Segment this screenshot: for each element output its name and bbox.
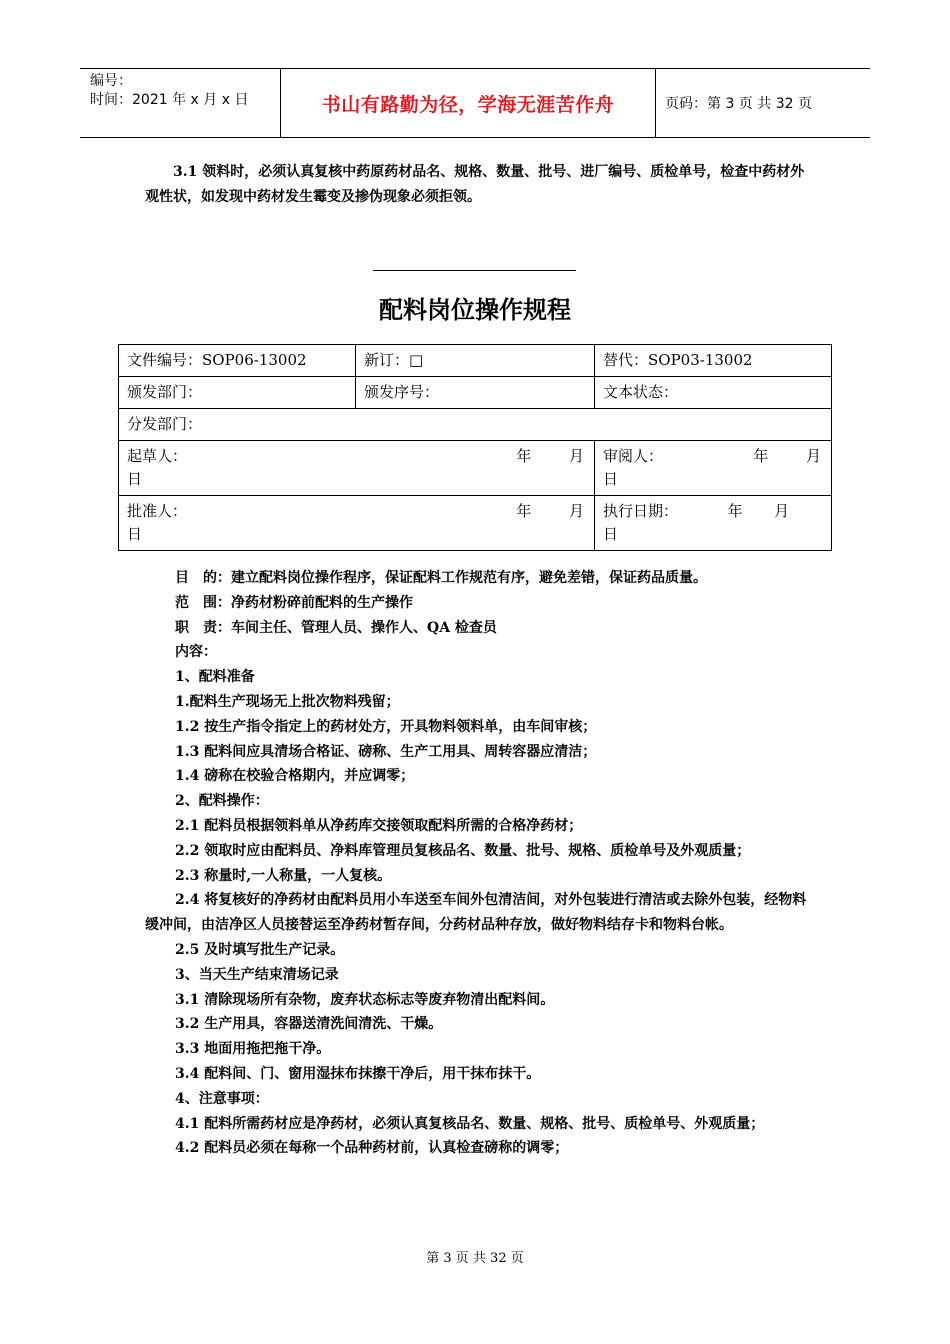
list-item: 3.3 地面用拖把拖干净。: [175, 1041, 331, 1058]
content-label: 内容：: [175, 644, 217, 661]
issue-seq-cell: 颁发序号：: [356, 377, 595, 409]
list-item: 2.4 将复核好的净药材由配料员用小车送至车间外包清洁间，对外包装进行清洁或去除外包装，经物料缓冲间，由洁净区人员接替运至净药材暂存间，分药材品种存放，做好物料结存卡和物料台帐。: [145, 892, 807, 934]
list-item: 3.2 生产用具，容器送清洗间清洗、干燥。: [175, 1016, 443, 1033]
procedure-content: [145, 566, 810, 1161]
list-item: 3.4 配料间、门、窗用湿抹布抹擦干净后，用干抹布抹干。: [175, 1065, 541, 1082]
intro-paragraph: 3.1 领料时，必须认真复核中药原药材品名、规格、数量、批号、进厂编号、质检单号，检查中药材外观性状，如发现中药材发生霉变及掺伪现象必须拒领。: [145, 164, 805, 205]
reviewer-cell: [595, 441, 832, 496]
file-no-cell: 文件编号：SOP06-13002: [119, 345, 356, 377]
list-item: 1.3 配料间应具清场合格证、磅称、生产工用具、周转容器应清洁；: [175, 743, 597, 760]
replace-cell: 替代：SOP03-13002: [595, 345, 832, 377]
issue-dept-cell: 颁发部门：: [119, 377, 356, 409]
page-header: [80, 68, 870, 138]
info-table: [118, 344, 832, 551]
exec-day: 日: [603, 525, 619, 543]
list-item: 1.配料生产现场无上批次物料残留；: [175, 693, 400, 710]
list-item: 1.2 按生产指令指定上的药材处方，开具物料领料单，由车间审核；: [175, 718, 597, 735]
page-footer: 第 3 页 共 32 页: [426, 1251, 524, 1266]
section-heading: 2、配料操作：: [175, 793, 269, 810]
section-heading: 3、当天生产结束清场记录: [175, 966, 339, 983]
approver-cell: [119, 496, 595, 551]
divider: [373, 270, 576, 271]
list-item: 2.1 配料员根据领料单从净药库交接领取配料所需的合格净药材；: [175, 817, 583, 834]
list-item: 4.2 配料员必须在每称一个品种药材前，认真检查磅称的调零；: [175, 1140, 569, 1157]
drafter-year: 年: [516, 447, 532, 465]
motto: 书山有路勤为径，学海无涯苦作舟: [280, 69, 656, 137]
header-left: [90, 72, 280, 110]
reviewer-label: 审阅人：: [603, 447, 664, 465]
scope-line: 范 围：净药材粉碎前配料的生产操作: [175, 594, 413, 611]
dist-dept-cell: 分发部门：: [119, 409, 832, 441]
reviewer-day: 日: [603, 470, 619, 488]
list-item: 4.1 配料所需药材应是净药材，必须认真复核品名、数量、规格、批号、质检单号、外观质量；: [175, 1115, 765, 1132]
list-item: 2.3 称量时,一人称量，一人复核。: [175, 867, 392, 884]
page-title: 配料岗位操作规程: [379, 296, 571, 324]
exec-date-label: 执行日期：: [603, 502, 679, 520]
drafter-cell: [119, 441, 595, 496]
reviewer-month: 月: [805, 447, 821, 465]
exec-date-cell: [595, 496, 832, 551]
exec-year: 年: [727, 502, 743, 520]
duty-line: 职 责：车间主任、管理人员、操作人、QA 检查员: [175, 619, 497, 636]
new-rev-cell: 新订：□: [356, 345, 595, 377]
list-item: 2.5 及时填写批生产记录。: [175, 941, 345, 958]
list-item: 2.2 领取时应由配料员、净料库管理员复核品名、数量、批号、规格、质检单号及外观质量；: [175, 842, 751, 859]
list-item: 1.4 磅称在校验合格期内，并应调零；: [175, 768, 415, 785]
drafter-month: 月: [568, 447, 584, 465]
purpose-line: 目 的：建立配料岗位操作程序，保证配料工作规范有序，避免差错，保证药品质量。: [175, 570, 707, 586]
drafter-day: 日: [127, 470, 143, 488]
time-label: 时间：2021 年 x 月 x 日: [90, 92, 249, 108]
approver-year: 年: [516, 502, 532, 520]
section-heading: 4、注意事项：: [175, 1090, 269, 1107]
text-status-cell: 文本状态：: [595, 377, 832, 409]
reviewer-year: 年: [753, 447, 769, 465]
exec-month: 月: [774, 502, 790, 520]
page-info: 页码：第 3 页 共 32 页: [665, 96, 812, 112]
approver-day: 日: [127, 525, 143, 543]
approver-month: 月: [568, 502, 584, 520]
drafter-label: 起草人：: [127, 447, 188, 465]
section-heading: 1、配料准备: [175, 669, 255, 686]
number-label: 编号：: [90, 73, 132, 89]
approver-label: 批准人：: [127, 502, 188, 520]
list-item: 3.1 清除现场所有杂物，废弃状态标志等废弃物清出配料间。: [175, 991, 555, 1008]
